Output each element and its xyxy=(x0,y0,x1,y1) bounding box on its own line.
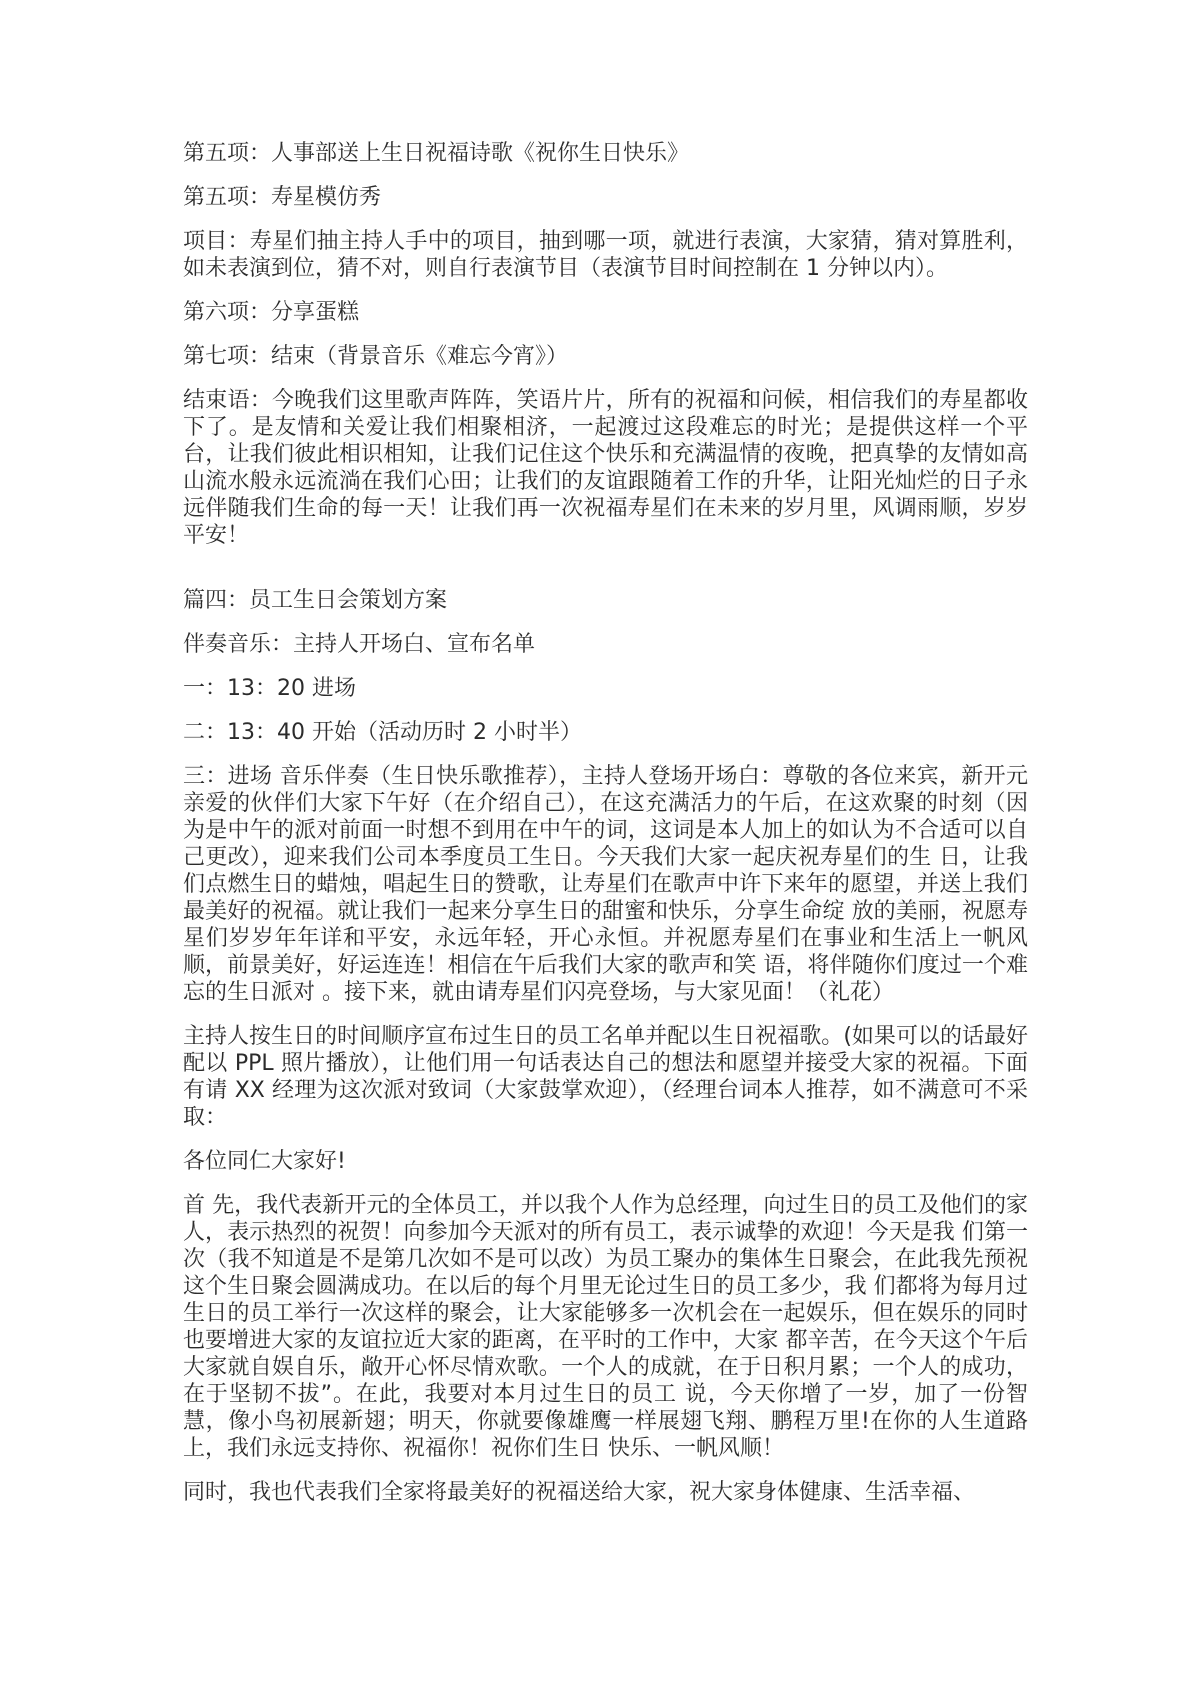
paragraph-accompaniment: 伴奏音乐：主持人开场白、宣布名单 xyxy=(183,632,536,657)
paragraph-project-description: 项目：寿星们抽主持人手中的项目，抽到哪一项，就进行表演，大家猜，猜对算胜利，如未表演到位，猜不对，则自行表演节目（表演节目时间控制在 1 分钟以内）。 xyxy=(183,229,1028,281)
paragraph-manager-speech: 首 先，我代表新开元的全体员工，并以我个人作为总经理，向过生日的员工及他们的家人，表示热烈的祝贺！向参加今天派对的所有员工，表示诚挚的欢迎！今天是我 们第一次（我不知道是不是第几次如不是可以改）为员工聚办的集体生日聚会，在此我先预祝这个生日聚会圆满成功。在以后的每个月里无论过生日的员工多少，我 们都将为每月过生日的员工举行一次这样的聚会，让大家能够多一次机会在一起娱乐，但在娱乐的同时也要增进大家的友谊拉近大家的距离，在平时的工作中，大家 都辛苦，在今天这个午后大家就自娱自乐，敞开心怀尽情欢歌。一个人的成就，在于日积月累；一个人的成功，在于坚韧不拔”。在此，我要对本月过生日的员工 说，今天你增了一岁，加了一份智慧，像小鸟初展新翅；明天，你就要像雄鹰一样展翅飞翔、鹏程万里!在你的人生道路上，我们永远支持你、祝福你！祝你们生日 快乐、一帆风顺！ xyxy=(183,1193,1028,1461)
paragraph-name-announcement: 主持人按生日的时间顺序宣布过生日的员工名单并配以生日祝福歌。(如果可以的话最好配以 PPL 照片播放），让他们用一句话表达自己的想法和愿望并接受大家的祝福。下面有请 XX 经理为这次派对致词（大家鼓掌欢迎），（经理台词本人推荐，如不满意可不采取： xyxy=(183,1024,1028,1130)
document-body xyxy=(183,140,1028,1523)
paragraph-family-wishes: 同时，我也代表我们全家将最美好的祝福送给大家，祝大家身体健康、生活幸福、 xyxy=(183,1480,976,1505)
paragraph-entry-time: 一：13：20 进场 xyxy=(183,676,356,701)
paragraph-start-time: 二：13：40 开始（活动历时 2 小时半） xyxy=(183,720,582,745)
paragraph-closing-speech: 结束语：今晚我们这里歌声阵阵，笑语片片，所有的祝福和问候，相信我们的寿星都收下了。是友情和关爱让我们相聚相济，一起渡过这段难忘的时光；是提供这样一个平台，让我们彼此相识相知，让我们记住这个快乐和充满温情的夜晚，把真挚的友情如高山流水般永远流淌在我们心田；让我们的友谊跟随着工作的升华，让阳光灿烂的日子永远伴随我们生命的每一天！让我们再一次祝福寿星们在未来的岁月里，风调雨顺，岁岁平安！ xyxy=(183,388,1028,548)
paragraph-host-opening: 三：进场 音乐伴奏（生日快乐歌推荐），主持人登场开场白：尊敬的各位来宾，新开元亲爱的伙伴们大家下午好（在介绍自己），在这充满活力的午后，在这欢聚的时刻（因 为是中午的派对前面一时想不到用在中午的词，这词是本人加上的如认为不合适可以自己更改），迎来我们公司本季度员工生日。今天我们大家一起庆祝寿星们的生 日，让我们点燃生日的蜡烛，唱起生日的赞歌，让寿星们在歌声中许下来年的愿望，并送上我们最美好的祝福。就让我们一起来分享生日的甜蜜和快乐，分享生命绽 放的美丽，祝愿寿星们岁岁年年详和平安，永远年轻，开心永恒。并祝愿寿星们在事业和生活上一帆风顺，前景美好，好运连连！相信在午后我们大家的歌声和笑 语，将伴随你们度过一个难忘的生日派对 。接下来，就由请寿星们闪亮登场，与大家见面！（礼花） xyxy=(183,764,1028,1005)
paragraph-item-6-cake: 第六项：分享蛋糕 xyxy=(183,300,360,325)
section-title-part-four: 篇四：员工生日会策划方案 xyxy=(183,588,448,613)
paragraph-greeting: 各位同仁大家好! xyxy=(183,1149,346,1174)
paragraph-item-7-end: 第七项：结束（背景音乐《难忘今宵》） xyxy=(183,344,569,369)
paragraph-item-5-imitation-show: 第五项：寿星模仿秀 xyxy=(183,185,382,210)
paragraph-item-5-poem: 第五项：人事部送上生日祝福诗歌《祝你生日快乐》 xyxy=(183,141,690,166)
